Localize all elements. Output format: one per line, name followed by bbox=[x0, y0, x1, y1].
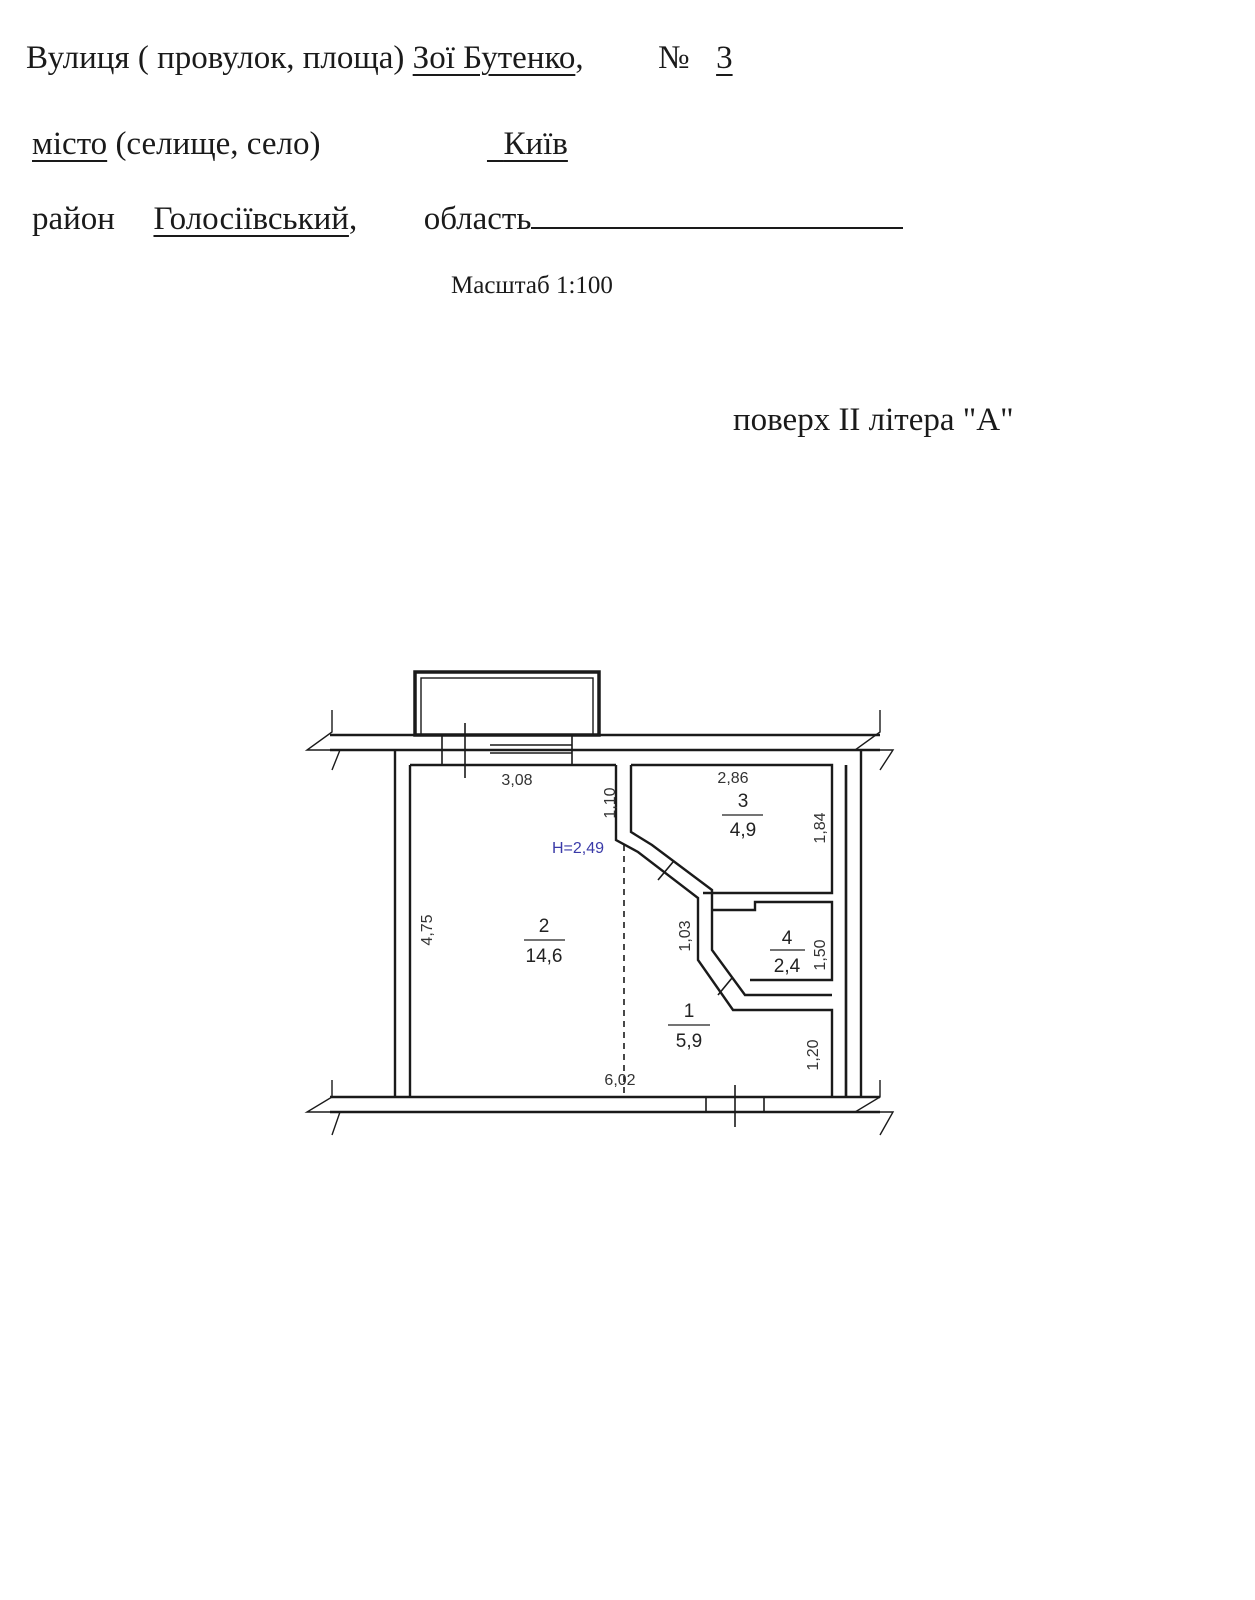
district-value: Голосіївський bbox=[153, 201, 349, 237]
floor-label: поверх II літера "А" bbox=[733, 402, 1014, 438]
region-label: область bbox=[423, 201, 532, 237]
ceiling-height-label: H=2,49 bbox=[551, 840, 605, 857]
city-value: Київ bbox=[503, 126, 568, 162]
room-4-number: 4 bbox=[781, 928, 793, 949]
dim-room4-height: 1,50 bbox=[812, 939, 829, 971]
room-3-area: 4,9 bbox=[729, 820, 757, 841]
break-marker-tl bbox=[307, 710, 340, 770]
dim-room1-height: 1,20 bbox=[805, 1039, 822, 1071]
city-label-rest: (селище, село) bbox=[115, 126, 321, 162]
district-comma: , bbox=[348, 201, 358, 237]
dim-corridor-middle: 1,03 bbox=[677, 920, 694, 952]
number-value: 3 bbox=[716, 40, 733, 76]
room-2-number: 2 bbox=[538, 916, 550, 937]
dim-room2-height: 4,75 bbox=[419, 914, 436, 946]
street-label: Вулиця ( провулок, площа) bbox=[26, 40, 405, 76]
city-label-underlined: місто bbox=[32, 126, 108, 162]
partition-right bbox=[631, 765, 832, 995]
room-1-number: 1 bbox=[683, 1001, 695, 1022]
street-comma: , bbox=[575, 40, 584, 76]
dim-room3-width: 2,86 bbox=[717, 770, 749, 787]
balcony bbox=[415, 672, 599, 735]
room-4-area: 2,4 bbox=[773, 956, 801, 977]
street-value: Зої Бутенко bbox=[412, 40, 576, 76]
balcony-inner bbox=[421, 678, 593, 735]
district-label: район bbox=[32, 201, 115, 237]
dim-room2-width-top: 3,08 bbox=[501, 772, 533, 789]
dim-total-width-bottom: 6,02 bbox=[604, 1072, 636, 1089]
room-2-area: 14,6 bbox=[525, 946, 563, 967]
door-room4 bbox=[718, 978, 732, 995]
number-label: № bbox=[658, 40, 690, 76]
dim-room3-height: 1,84 bbox=[812, 812, 829, 844]
room-1-area: 5,9 bbox=[675, 1031, 703, 1052]
break-marker-bl bbox=[307, 1080, 340, 1135]
scale-label: Масштаб 1:100 bbox=[451, 272, 613, 299]
dim-corridor-upper: 1,10 bbox=[602, 787, 619, 819]
room-3-number: 3 bbox=[737, 791, 749, 812]
